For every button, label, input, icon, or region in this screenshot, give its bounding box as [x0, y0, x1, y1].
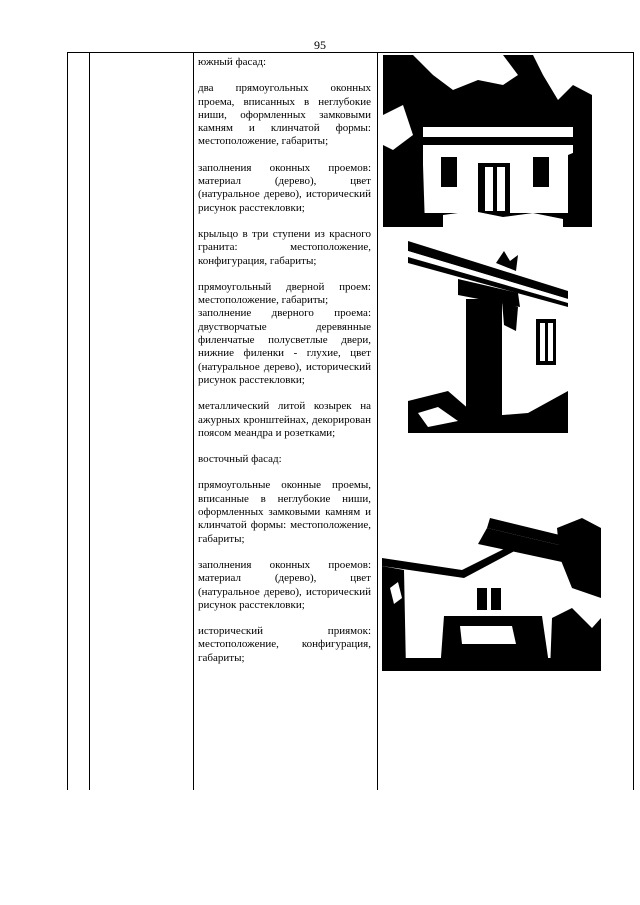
paragraph-east-window-fillings: заполнения оконных проемов: материал (дерево), цвет (натуральное дерево), исторический рисунок расстекловки;: [198, 558, 371, 611]
paragraph-east-window-openings: прямоугольные оконные проемы, вписанные в неглубокие ниши, оформленных замковыми камням и клинчатой формы: местоположение, габариты;: [198, 479, 371, 545]
paragraph-east-facade-heading: восточный фасад:: [198, 453, 282, 466]
paragraph-south-window-fillings: заполнения оконных проемов: материал (дерево), цвет (натуральное дерево), исторический рисунок расстекловки;: [198, 161, 371, 214]
paragraph-south-facade-heading: южный фасад:: [198, 56, 267, 68]
page-number: 95: [314, 38, 326, 52]
paragraph-door-filling: заполнение дверного проема: двустворчатые деревянные филенчатые полусветлые двери, нижние филенки - глухие, цвет (натуральное дерево), исторический рисунок расстекловки;: [198, 307, 371, 386]
paragraph-historic-pit: исторический приямок: местоположение, конфигурация, габариты;: [198, 625, 371, 664]
photo-porch-canopy: [408, 241, 568, 433]
table-column-divider: [193, 52, 194, 790]
paragraph-porch: крыльцо в три ступени из красного гранита: местоположение, конфигурация, габариты;: [198, 227, 371, 267]
table-top-border: [67, 52, 633, 53]
table-column-divider: [377, 52, 378, 790]
photo-east-facade: [382, 518, 601, 671]
table-column-divider: [67, 52, 68, 790]
paragraph-door-opening: прямоугольный дверной проем: местоположение, габариты;: [198, 280, 371, 307]
photo-south-facade: [383, 55, 592, 227]
table-column-divider: [633, 52, 634, 790]
description-column: [198, 56, 371, 665]
paragraph-canopy: металлический литой козырек на ажурных кронштейнах, декорирован поясом меандра и розетками;: [198, 400, 371, 439]
table-column-divider: [89, 52, 90, 790]
paragraph-south-window-openings: два прямоугольных оконных проема, вписанных в неглубокие ниши, оформленных замковыми камням и клинчатой формы: местоположение, габариты;: [198, 82, 371, 148]
